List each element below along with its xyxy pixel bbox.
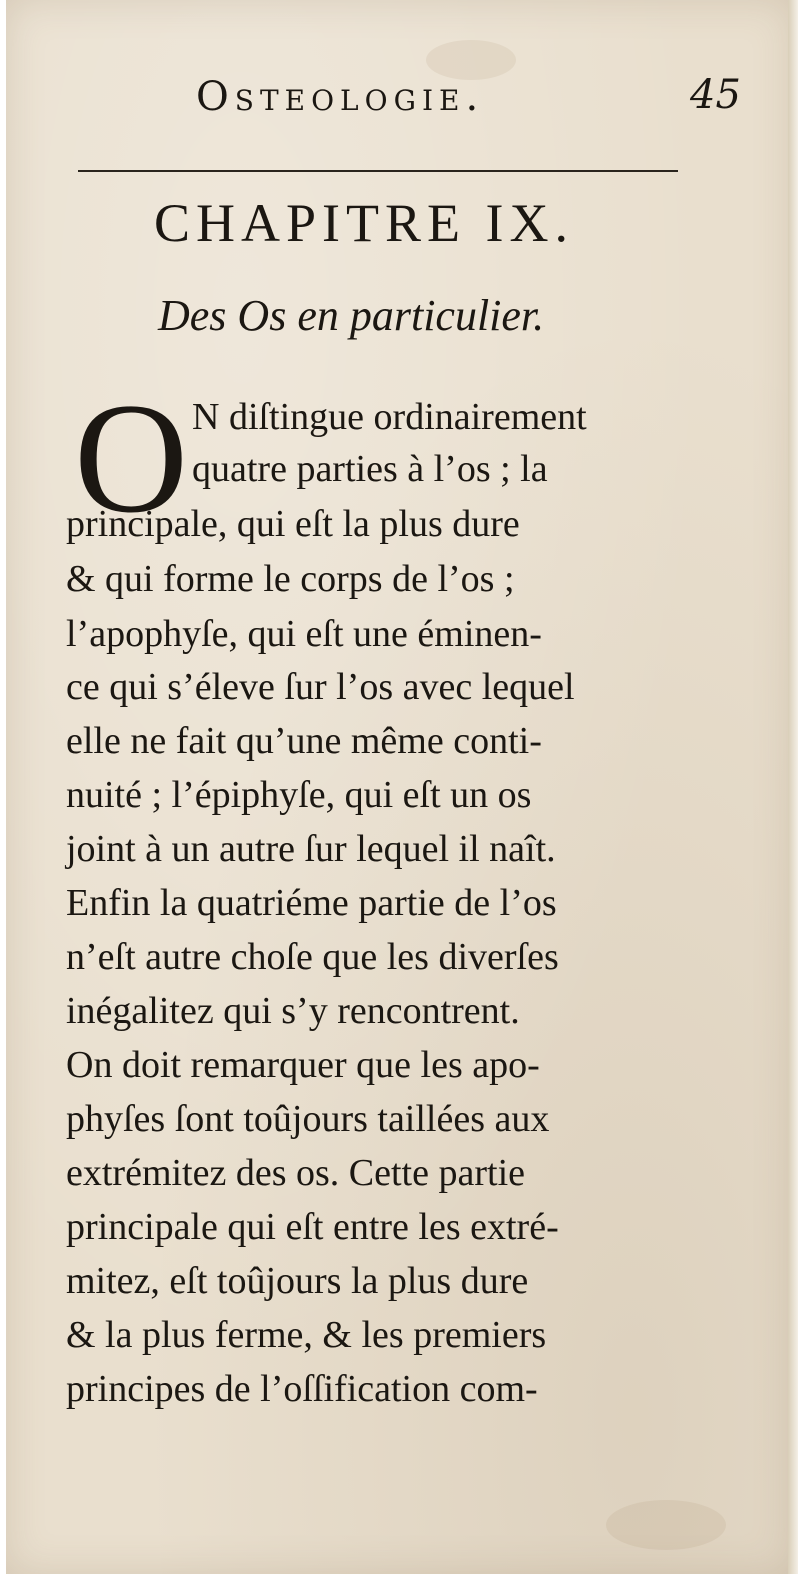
text-line: joint à un autre ſur lequel il naît. (66, 828, 556, 870)
text-line: l’apophyſe, qui eſt une éminen- (66, 613, 542, 655)
text-line: mitez, eſt toûjours la plus dure (66, 1260, 529, 1302)
text-line: elle ne fait qu’une même conti- (66, 720, 542, 762)
drop-cap: O (74, 371, 189, 546)
text-line: & qui forme le corps de l’os ; (66, 558, 515, 600)
header-rule (78, 170, 678, 172)
paper-stain (606, 1500, 726, 1550)
text-line: ce qui s’éleve ſur l’os avec lequel (66, 666, 575, 708)
text-line: principale qui eſt entre les extré- (66, 1206, 559, 1248)
text-line: On doit remarquer que les apo- (66, 1044, 540, 1086)
text-line: inégalitez qui s’y rencontrent. (66, 990, 520, 1032)
book-page (6, 0, 792, 1574)
text-line: nuité ; l’épiphyſe, qui eſt un os (66, 774, 532, 816)
text-line: N diſtingue ordinairement (192, 396, 587, 438)
text-line: n’eſt autre choſe que les diverſes (66, 936, 559, 978)
text-line: extrémitez des os. Cette partie (66, 1152, 525, 1194)
text-line: phyſes ſont toûjours taillées aux (66, 1098, 550, 1140)
chapter-title: CHAPITRE IX. (154, 193, 574, 253)
page-number: 45 (690, 72, 741, 118)
text-line: principale, qui eſt la plus dure (66, 503, 520, 545)
text-line: principes de l’oſſification com- (66, 1368, 538, 1410)
text-line: quatre parties à l’os ; la (192, 448, 548, 490)
chapter-subtitle: Des Os en particulier. (158, 291, 545, 340)
text-line: & la plus ferme, & les premiers (66, 1314, 547, 1356)
text-line: Enfin la quatriéme partie de l’os (66, 882, 557, 924)
running-head: Osteologie. (196, 74, 485, 120)
